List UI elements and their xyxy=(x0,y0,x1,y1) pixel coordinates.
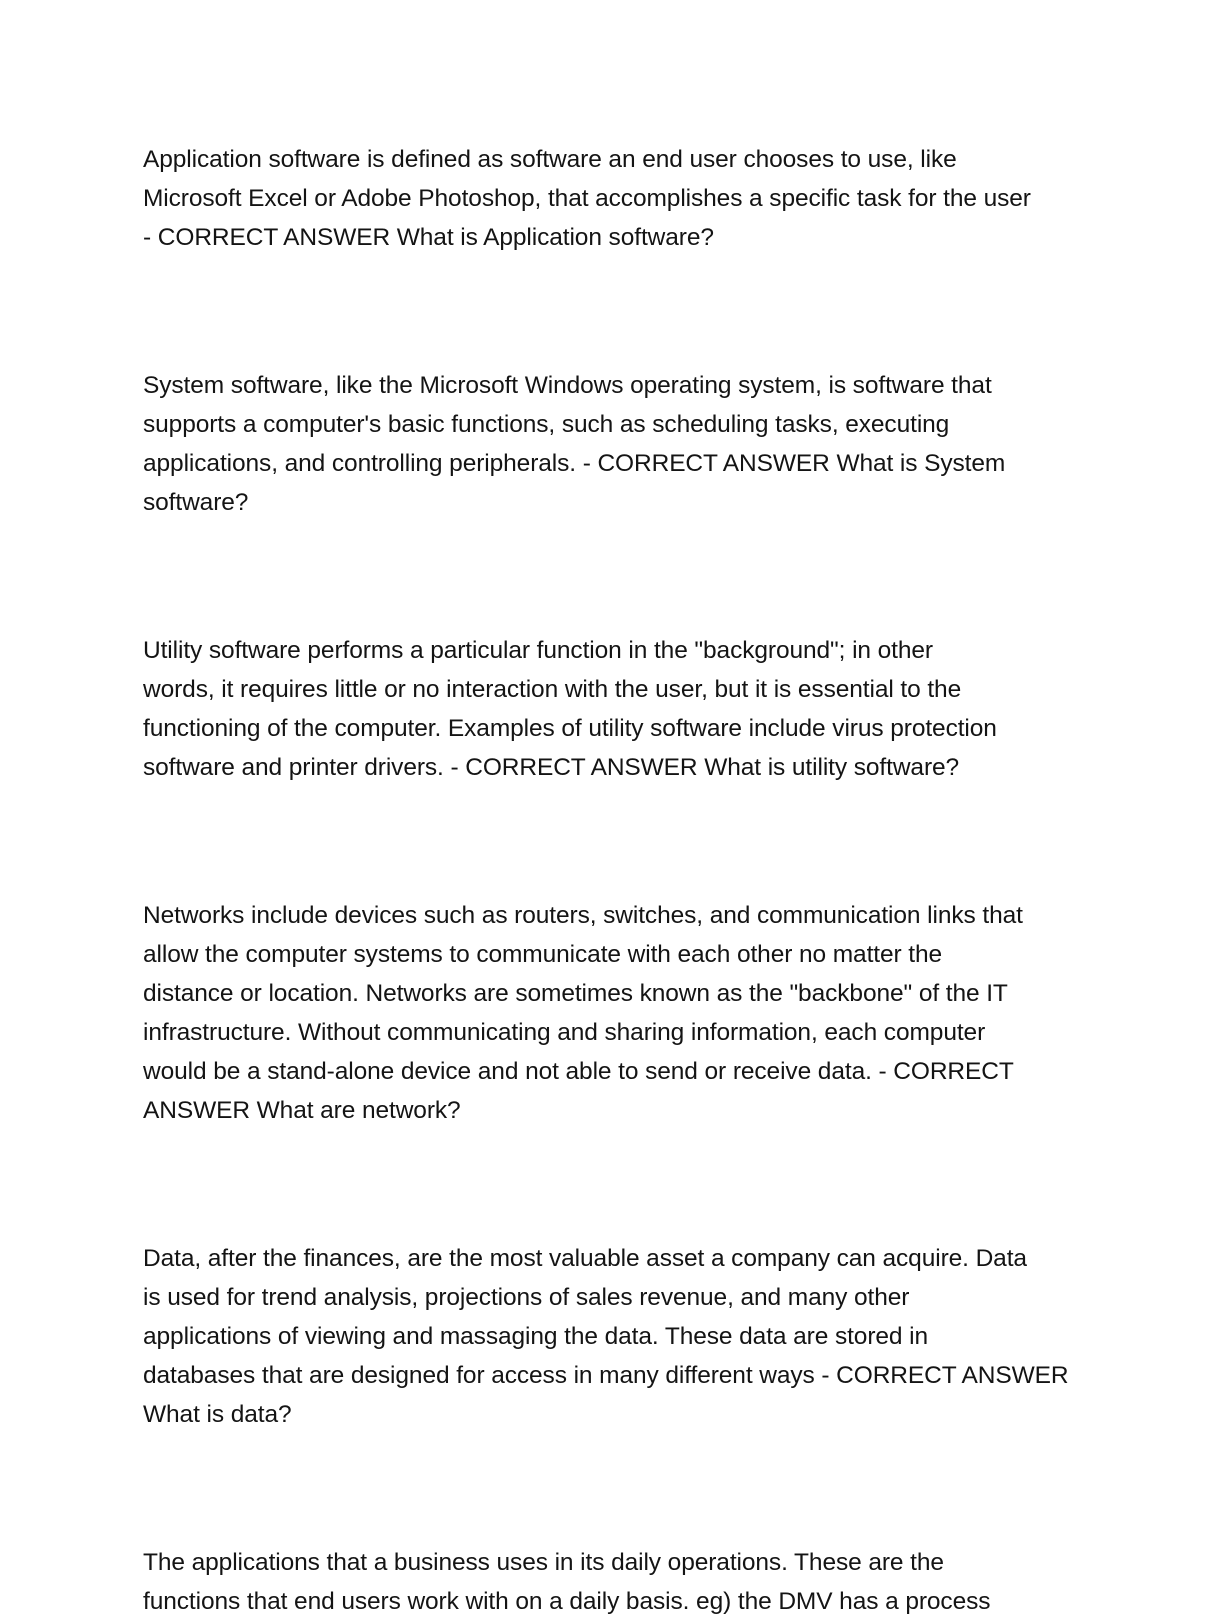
paragraph-networks xyxy=(143,896,1083,1130)
text-line: Microsoft Excel or Adobe Photoshop, that accomplishes a specific task for the user xyxy=(143,185,1031,212)
text-line: is used for trend analysis, projections of sales revenue, and many other xyxy=(143,1284,910,1311)
text-line: Networks include devices such as routers, switches, and communication links that xyxy=(143,902,1023,929)
text-line: supports a computer's basic functions, such as scheduling tasks, executing xyxy=(143,411,950,438)
paragraph-business-applications xyxy=(143,1543,1083,1621)
text-line: - CORRECT ANSWER What is Application software? xyxy=(143,224,714,251)
text-line: applications of viewing and massaging the data. These data are stored in xyxy=(143,1323,929,1350)
document-body xyxy=(143,140,1083,1621)
text-line: What is data? xyxy=(143,1401,292,1428)
text-line: Utility software performs a particular function in the "background"; in other xyxy=(143,637,933,664)
text-line: software and printer drivers. - CORRECT ANSWER What is utility software? xyxy=(143,754,960,781)
text-line: System software, like the Microsoft Windows operating system, is software that xyxy=(143,372,992,399)
text-line: infrastructure. Without communicating and sharing information, each computer xyxy=(143,1019,986,1046)
text-line: allow the computer systems to communicate with each other no matter the xyxy=(143,941,943,968)
text-line: distance or location. Networks are sometimes known as the "backbone" of the IT xyxy=(143,980,1008,1007)
paragraph-system-software xyxy=(143,366,1083,522)
text-line: Application software is defined as software an end user chooses to use, like xyxy=(143,146,957,173)
text-line: The applications that a business uses in its daily operations. These are the xyxy=(143,1549,944,1576)
text-line: software? xyxy=(143,489,249,516)
text-line: ANSWER What are network? xyxy=(143,1097,461,1124)
text-line: words, it requires little or no interaction with the user, but it is essential to the xyxy=(143,676,962,703)
paragraph-data xyxy=(143,1239,1083,1434)
text-line: applications, and controlling peripherals. - CORRECT ANSWER What is System xyxy=(143,450,1006,477)
text-line: Data, after the finances, are the most valuable asset a company can acquire. Data xyxy=(143,1245,1027,1272)
text-line: would be a stand-alone device and not able to send or receive data. - CORRECT xyxy=(143,1058,1014,1085)
text-line: functioning of the computer. Examples of utility software include virus protection xyxy=(143,715,997,742)
text-line: databases that are designed for access in many different ways - CORRECT ANSWER xyxy=(143,1362,1069,1389)
text-line: functions that end users work with on a daily basis. eg) the DMV has a process xyxy=(143,1588,991,1615)
paragraph-application-software xyxy=(143,140,1083,257)
paragraph-utility-software xyxy=(143,631,1083,787)
